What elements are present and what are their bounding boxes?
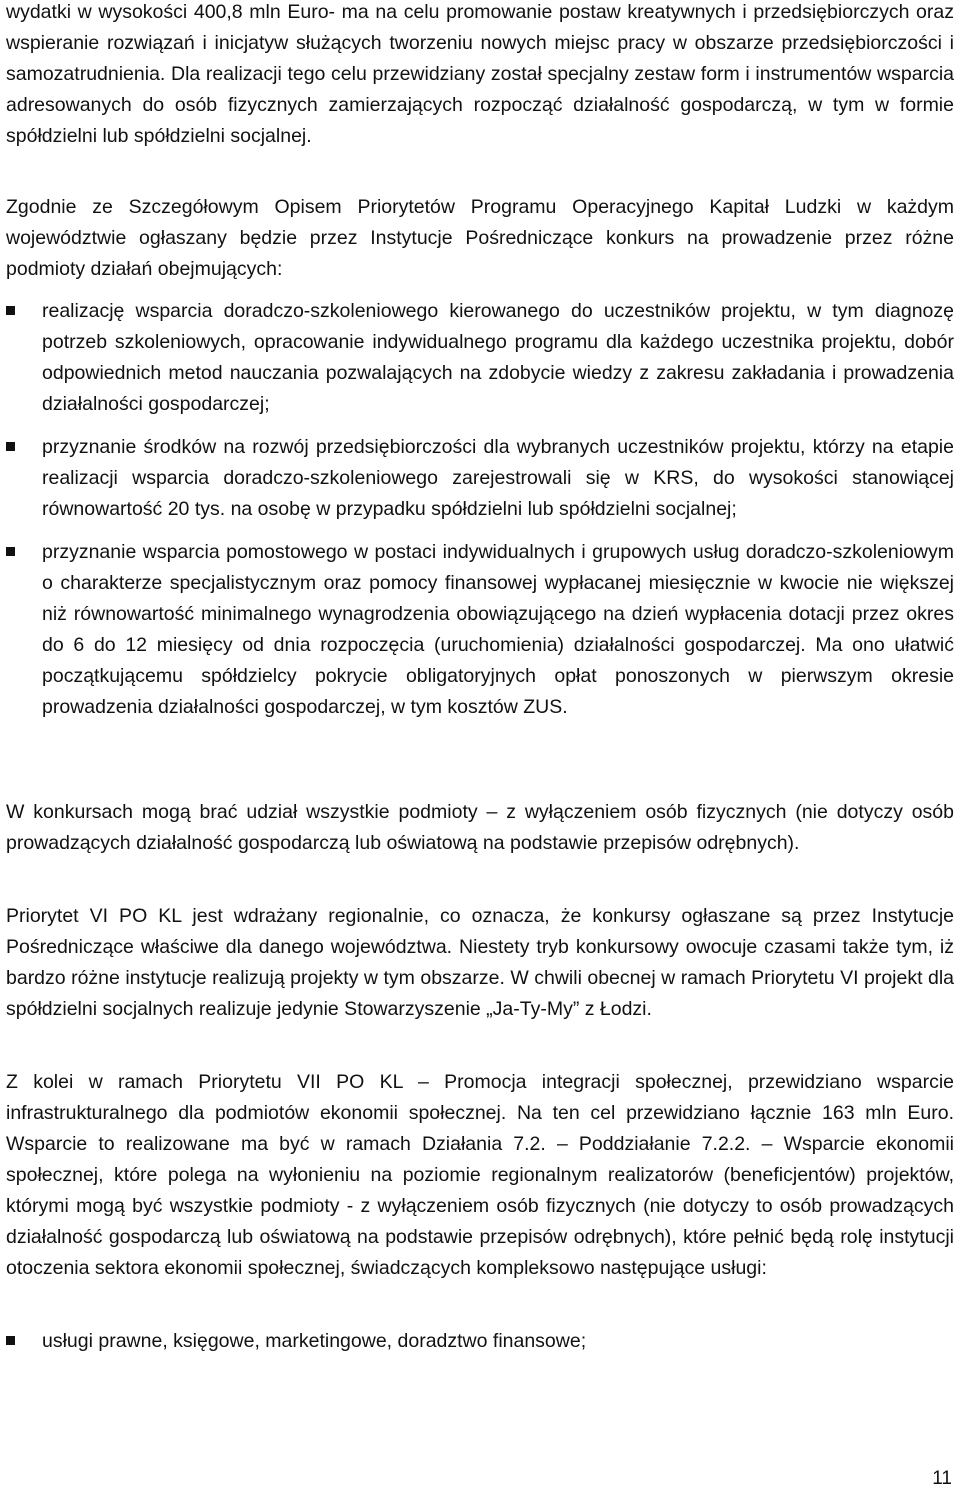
paragraph-4: Priorytet VI PO KL jest wdrażany regionalnie, co oznacza, że konkursy ogłaszane są przez Instytucje Pośredniczące właściwe dla danego województwa. Niestety tryb konkursowy owocuje czasami także tym, iż bardzo różne instytucje realizują projekty w tym obszarze. W chwili obecnej w ramach Priorytetu VI projekt dla spółdzielni socjalnych realizuje jedynie Stowarzyszenie „Ja-Ty-My” z Łodzi.: [6, 905, 954, 1020]
bullet-list-2: [6, 1326, 954, 1369]
paragraph-1: wydatki w wysokości 400,8 mln Euro- ma na celu promowanie postaw kreatywnych i przedsiębiorczych oraz wspieranie rozwiązań i inicjatyw służących tworzeniu nowych miejsc pracy w obszarze przedsiębiorczości i samozatrudnienia. Dla realizacji tego celu przewidziany został specjalny zestaw form i instrumentów wsparcia adresowanych do osób fizycznych zamierzających rozpocząć działalność gospodarczą, w tym w formie spółdzielni lub spółdzielni socjalnej.: [6, 1, 954, 147]
page-number: 11: [932, 1468, 952, 1489]
list-item-text: przyznanie środków na rozwój przedsiębiorczości dla wybranych uczestników projektu, którzy na etapie realizacji wsparcia doradczo-szkoleniowego zarejestrowali się w KRS, do wysokości stanowiącej równowartość 20 tys. na osobę w przypadku spółdzielni lub spółdzielni socjalnej;: [42, 436, 954, 520]
list-item-text: realizację wsparcia doradczo-szkoleniowego kierowanego do uczestników projektu, w tym diagnozę potrzeb szkoleniowych, opracowanie indywidualnego programu dla każdego uczestnika projektu, dobór odpowiednich metod nauczania pozwalających na zdobycie wiedzy z zakresu zakładania i prowadzenia działalności gospodarczej;: [42, 300, 954, 415]
square-bullet-icon: [6, 306, 15, 315]
list-item: [6, 296, 954, 420]
list-item-text: przyznanie wsparcia pomostowego w postaci indywidualnych i grupowych usług doradczo-szkoleniowym o charakterze specjalistycznym oraz pomocy finansowej wypłacanej miesięcznie w kwocie nie większej niż równowartość minimalnego wynagrodzenia obowiązującego na dzień wypłacenia dotacji przez okres do 6 do 12 miesięcy od dnia rozpoczęcia (uruchomienia) działalności gospodarczej. Ma ono ułatwić początkującemu spółdzielcy pokrycie obligatoryjnych opłat ponoszonych w pierwszym okresie prowadzenia działalności gospodarczej, w tym kosztów ZUS.: [42, 541, 954, 718]
list-item: [6, 537, 954, 723]
list-item: [6, 1326, 954, 1357]
square-bullet-icon: [6, 442, 15, 451]
paragraph-3: W konkursach mogą brać udział wszystkie podmioty – z wyłączeniem osób fizycznych (nie dotyczy osób prowadzących działalność gospodarczą lub oświatową na podstawie przepisów odrębnych).: [6, 801, 954, 854]
paragraph-2: Zgodnie ze Szczegółowym Opisem Priorytetów Programu Operacyjnego Kapitał Ludzki w każdym województwie ogłaszany będzie przez Instytucje Pośredniczące konkurs na prowadzenie przez różne podmioty działań obejmujących:: [6, 196, 954, 280]
square-bullet-icon: [6, 1336, 15, 1345]
list-item-text: usługi prawne, księgowe, marketingowe, doradztwo finansowe;: [42, 1330, 587, 1352]
square-bullet-icon: [6, 547, 15, 556]
bullet-list-1: [6, 296, 954, 735]
paragraph-5: Z kolei w ramach Priorytetu VII PO KL – Promocja integracji społecznej, przewidziano wsparcie infrastrukturalnego dla podmiotów ekonomii społecznej. Na ten cel przewidziano łącznie 163 mln Euro. Wsparcie to realizowane ma być w ramach Działania 7.2. – Poddziałanie 7.2.2. – Wsparcie ekonomii społecznej, które polega na wyłonieniu na poziomie regionalnym realizatorów (beneficjentów) projektów, którymi mogą być wszystkie podmioty - z wyłączeniem osób fizycznych (nie dotyczy to osób prowadzących działalność gospodarczą lub oświatową na podstawie przepisów odrębnych), które pełnić będą rolę instytucji otoczenia sektora ekonomii społecznej, świadczących kompleksowo następujące usługi:: [6, 1071, 954, 1279]
list-item: [6, 432, 954, 525]
